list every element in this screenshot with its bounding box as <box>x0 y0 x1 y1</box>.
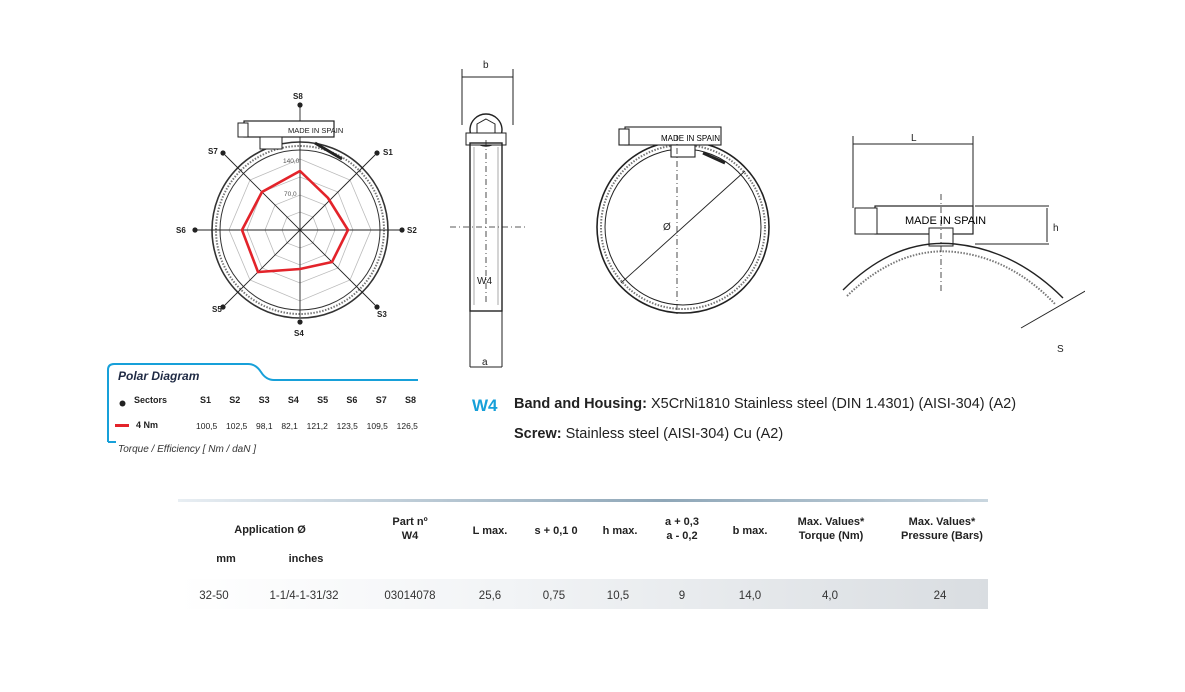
series-value: 126,5 <box>396 421 418 431</box>
front-housing <box>619 127 725 163</box>
sector-header: S4 <box>287 395 299 405</box>
th-a-line1: a + 0,3 <box>665 516 699 528</box>
th-part-no-line1: Part nº <box>392 516 428 528</box>
sector-headers <box>200 395 416 405</box>
cell-torque: 4,0 <box>822 590 838 602</box>
series-value: 123,5 <box>336 421 358 431</box>
th-inches: inches <box>288 553 324 565</box>
sector-label-s8: S8 <box>293 92 303 101</box>
sectors-label: Sectors <box>134 395 168 405</box>
side-view-drawing <box>450 55 530 375</box>
series-values <box>196 421 418 431</box>
th-b-max: b max. <box>732 525 768 537</box>
th-mm: mm <box>216 553 236 565</box>
th-torque <box>784 515 878 543</box>
sector-header: S5 <box>317 395 329 405</box>
series-swatch <box>115 424 129 427</box>
th-l-max: L max. <box>472 525 508 537</box>
cell-a: 9 <box>678 590 686 602</box>
cell-l-max: 25,6 <box>478 590 502 602</box>
series-value: 121,2 <box>306 421 328 431</box>
th-torque-line1: Max. Values* <box>797 516 865 528</box>
cell-h-max: 10,5 <box>606 590 630 602</box>
dim-S-label: S <box>1057 344 1064 355</box>
th-h-max: h max. <box>602 525 638 537</box>
dim-L-label: L <box>911 133 917 144</box>
th-pressure-line2: Pressure (Bars) <box>901 530 983 542</box>
front-view-drawing <box>585 115 805 315</box>
th-part-no-line2: W4 <box>401 530 419 542</box>
sector-header: S2 <box>229 395 241 405</box>
scale-mid-label: 70,0 <box>284 191 297 198</box>
th-part-no <box>370 515 450 543</box>
th-application: Application Ø <box>234 524 306 536</box>
dim-a-label: a <box>482 357 488 368</box>
cell-pressure: 24 <box>933 590 947 602</box>
series-value: 109,5 <box>366 421 388 431</box>
cell-part-no: 03014078 <box>384 590 436 602</box>
table-top-rule <box>178 499 988 502</box>
band-housing-line <box>514 396 1016 412</box>
front-made-in-label: MADE IN SPAIN <box>661 134 720 143</box>
cell-inches: 1-1/4-1-31/32 <box>269 590 339 602</box>
detail-lines <box>843 136 1085 328</box>
sector-label-s5: S5 <box>212 305 222 314</box>
th-a-line2: a - 0,2 <box>666 530 698 542</box>
series-label: 4 Nm <box>136 420 159 430</box>
th-pressure-line1: Max. Values* <box>908 516 976 528</box>
scale-outer-label: 140,0 <box>283 158 300 165</box>
side-view-lines <box>450 69 526 367</box>
sector-header: S1 <box>200 395 212 405</box>
sectors-bullet <box>118 395 127 404</box>
screw-line <box>514 426 783 442</box>
sector-label-s2: S2 <box>407 226 417 235</box>
dim-b-label: b <box>483 60 489 71</box>
th-torque-line2: Torque (Nm) <box>798 530 864 542</box>
cell-b-max: 14,0 <box>738 590 762 602</box>
sector-label-s1: S1 <box>383 148 393 157</box>
sector-label-s7: S7 <box>208 147 218 156</box>
sector-header: S3 <box>258 395 270 405</box>
made-in-spain-label: MADE IN SPAIN <box>288 126 344 135</box>
sector-header: S8 <box>404 395 416 405</box>
dim-h-label: h <box>1053 223 1059 234</box>
polar-diagram-title: Polar Diagram <box>118 369 200 383</box>
sector-label-s4: S4 <box>294 329 304 338</box>
screw-text: Stainless steel (AISI-304) Cu (A2) <box>565 426 784 442</box>
series-value: 102,5 <box>226 421 248 431</box>
th-pressure <box>890 515 994 543</box>
series-value: 100,5 <box>196 421 218 431</box>
material-code: W4 <box>472 396 498 415</box>
sector-header: S6 <box>346 395 358 405</box>
sector-label-s6: S6 <box>176 226 186 235</box>
detail-made-in-label: MADE IN SPAIN <box>905 215 987 227</box>
dim-diameter-label: Ø <box>663 222 671 233</box>
polar-axes <box>195 107 402 317</box>
series-value: 82,1 <box>281 421 298 431</box>
th-a <box>650 515 714 543</box>
polar-caption: Torque / Efficiency [ Nm / daN ] <box>118 444 257 455</box>
cell-mm: 32-50 <box>199 590 229 602</box>
polar-clamp-drawing <box>170 85 430 345</box>
cell-s: 0,75 <box>542 590 566 602</box>
series-value: 98,1 <box>256 421 273 431</box>
th-s: s + 0,1 0 <box>534 525 578 537</box>
band-text: X5CrNi1810 Stainless steel (DIN 1.4301) (AISI-304) (A2) <box>650 396 1017 412</box>
sector-header: S7 <box>375 395 387 405</box>
sector-label-s3: S3 <box>377 310 387 319</box>
band-label: Band and Housing: <box>514 396 647 412</box>
screw-label: Screw: <box>514 426 562 442</box>
detail-view-drawing <box>835 128 1085 358</box>
dim-w4-label: W4 <box>477 276 492 287</box>
